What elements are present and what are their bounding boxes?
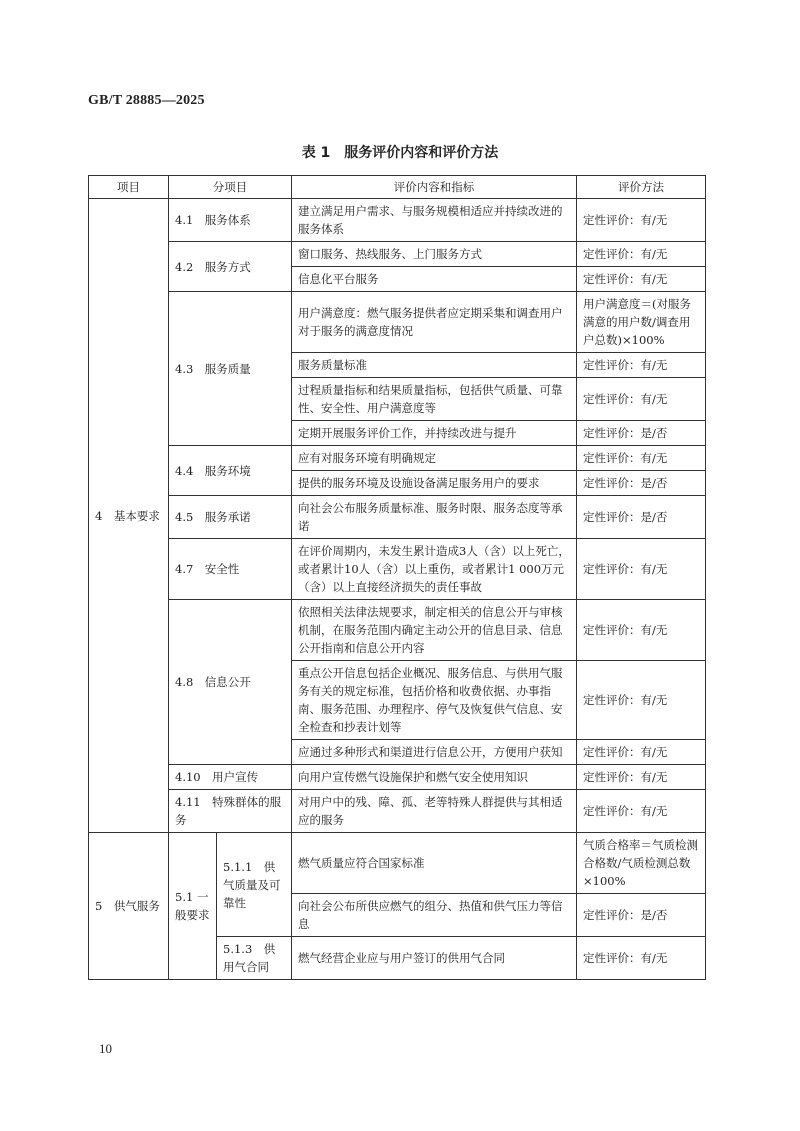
standard-code: GB/T 28885—2025 [88, 93, 205, 108]
subitem-safety: 4.7 安全性 [169, 539, 292, 600]
row-method: 定性评价：有/无 [577, 446, 706, 471]
table-row [89, 199, 706, 242]
table-row [89, 292, 706, 353]
subitem-supply-contract: 5.1.3 供用气合同 [217, 937, 292, 980]
subitem-service-system: 4.1 服务体系 [169, 199, 292, 242]
row-content: 燃气质量应符合国家标准 [292, 833, 577, 894]
row-method: 定性评价：有/无 [577, 661, 706, 740]
row-content: 向社会公布所供应燃气的组分、热值和供气压力等信息 [292, 894, 577, 937]
row-method: 定性评价：是/否 [577, 894, 706, 937]
row-content: 信息化平台服务 [292, 267, 577, 292]
table-row [89, 496, 706, 539]
table-row [89, 765, 706, 790]
row-method: 定性评价：有/无 [577, 242, 706, 267]
row-method: 定性评价：有/无 [577, 740, 706, 765]
row-method: 定性评价：是/否 [577, 496, 706, 539]
table-row [89, 446, 706, 471]
row-content: 应有对服务环境有明确规定 [292, 446, 577, 471]
table-header-row [89, 176, 706, 199]
row-content: 燃气经营企业应与用户签订的供用气合同 [292, 937, 577, 980]
subitem-user-publicity: 4.10 用户宣传 [169, 765, 292, 790]
row-content: 向社会公布服务质量标准、服务时限、服务态度等承诺 [292, 496, 577, 539]
row-content: 过程质量指标和结果质量指标，包括供气质量、可靠性、安全性、用户满意度等 [292, 378, 577, 421]
row-content: 服务质量标准 [292, 353, 577, 378]
row-method: 定性评价：有/无 [577, 539, 706, 600]
subitem-service-environment: 4.4 服务环境 [169, 446, 292, 496]
table-row [89, 790, 706, 833]
row-content: 定期开展服务评价工作，并持续改进与提升 [292, 421, 577, 446]
row-method: 定性评价：是/否 [577, 421, 706, 446]
table-row [89, 833, 706, 894]
item-basic-requirements: 4 基本要求 [89, 199, 169, 833]
header-item: 项目 [89, 176, 169, 199]
row-content: 在评价周期内，未发生累计造成3人（含）以上死亡，或者累计10人（含）以上重伤，或者累计1 000万元（含）以上直接经济损失的责任事故 [292, 539, 577, 600]
row-method: 定性评价：是/否 [577, 471, 706, 496]
subitem-service-mode: 4.2 服务方式 [169, 242, 292, 292]
header-subitem: 分项目 [169, 176, 292, 199]
row-content: 依照相关法律法规要求，制定相关的信息公开与审核机制，在服务范围内确定主动公开的信息目录、信息公开指南和信息公开内容 [292, 600, 577, 661]
row-method: 用户满意度＝(对服务满意的用户数/调查用户总数)×100% [577, 292, 706, 353]
row-content: 建立满足用户需求、与服务规模相适应并持续改进的服务体系 [292, 199, 577, 242]
table-title: 表 1 服务评价内容和评价方法 [301, 145, 499, 161]
page-number: 10 [99, 1041, 112, 1056]
row-method: 定性评价：有/无 [577, 199, 706, 242]
row-method: 定性评价：有/无 [577, 600, 706, 661]
item-gas-supply-service: 5 供气服务 [89, 833, 169, 980]
row-content: 窗口服务、热线服务、上门服务方式 [292, 242, 577, 267]
row-method: 定性评价：有/无 [577, 790, 706, 833]
row-method: 定性评价：有/无 [577, 267, 706, 292]
subitem-special-groups: 4.11 特殊群体的服务 [169, 790, 292, 833]
evaluation-table [88, 175, 706, 980]
row-method: 定性评价：有/无 [577, 937, 706, 980]
subitem-information-disclosure: 4.8 信息公开 [169, 600, 292, 765]
row-content: 用户满意度：燃气服务提供者应定期采集和调查用户对于服务的满意度情况 [292, 292, 577, 353]
row-method: 定性评价：有/无 [577, 378, 706, 421]
row-method: 气质合格率＝气质检测合格数/气质检测总数×100% [577, 833, 706, 894]
row-content: 重点公开信息包括企业概况、服务信息、与供用气服务有关的规定标准，包括价格和收费依据、办事指南、服务范围、办理程序、停气及恢复供气信息、安全检查和抄表计划等 [292, 661, 577, 740]
row-content: 提供的服务环境及设施设备满足服务用户的要求 [292, 471, 577, 496]
subitem-general-requirements: 5.1 一般要求 [169, 833, 217, 980]
header-content: 评价内容和指标 [292, 176, 577, 199]
table-row [89, 242, 706, 267]
table-row [89, 600, 706, 661]
row-content: 对用户中的残、障、孤、老等特殊人群提供与其相适应的服务 [292, 790, 577, 833]
header-method: 评价方法 [577, 176, 706, 199]
subitem-service-commitment: 4.5 服务承诺 [169, 496, 292, 539]
subitem-gas-quality-reliability: 5.1.1 供气质量及可靠性 [217, 833, 292, 937]
table-row [89, 539, 706, 600]
row-content: 向用户宣传燃气设施保护和燃气安全使用知识 [292, 765, 577, 790]
subitem-service-quality: 4.3 服务质量 [169, 292, 292, 446]
row-method: 定性评价：有/无 [577, 353, 706, 378]
row-content: 应通过多种形式和渠道进行信息公开，方便用户获知 [292, 740, 577, 765]
row-method: 定性评价：有/无 [577, 765, 706, 790]
